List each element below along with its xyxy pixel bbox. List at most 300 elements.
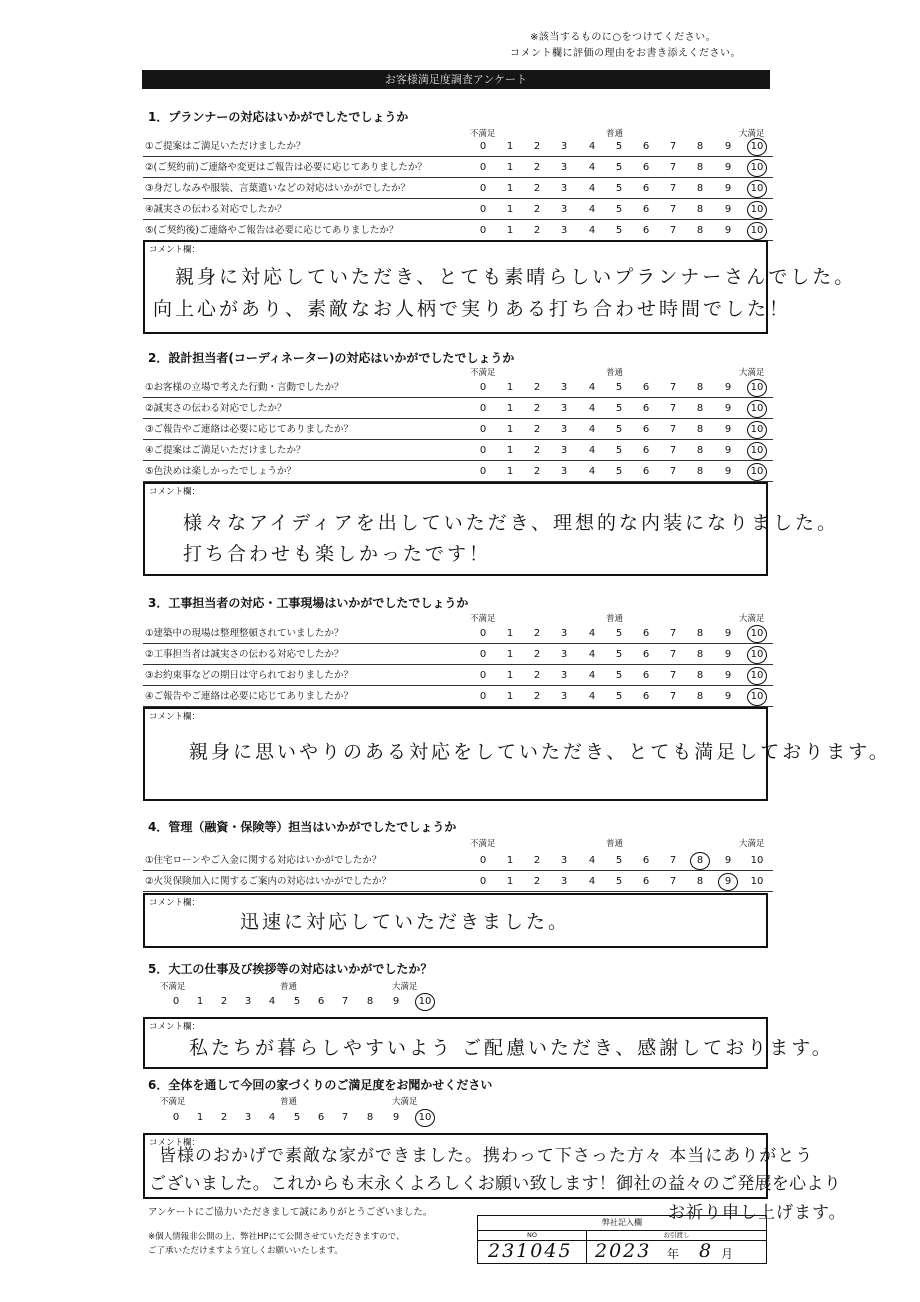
section-4-title: 4．管理（融資・保険等）担当はいかがでしたでしょうか <box>148 820 457 834</box>
row-divider <box>143 460 773 461</box>
rating-option-10[interactable]: 10 <box>750 876 764 887</box>
rating-option-8[interactable]: 8 <box>696 424 704 435</box>
question-row <box>143 137 773 157</box>
row-divider <box>143 439 773 440</box>
rating-option-2[interactable]: 2 <box>533 670 541 681</box>
question-row <box>143 200 773 220</box>
rating-option-9[interactable]: 9 <box>724 466 732 477</box>
rating-option-7[interactable]: 7 <box>669 445 677 456</box>
rating-option-7[interactable]: 7 <box>669 162 677 173</box>
rating-option-3[interactable]: 3 <box>560 382 568 393</box>
section-2-comment-line-1: 様々なアイディアを出していただき、理想的な内装になりました。 <box>183 512 840 534</box>
question-row <box>143 645 773 665</box>
rating-option-9[interactable]: 9 <box>724 424 732 435</box>
instruction-note-1: ※該当するものに○をつけてください。 <box>530 32 717 43</box>
question-row <box>143 420 773 440</box>
rating-option-2[interactable]: 2 <box>533 403 541 414</box>
rating-option-7[interactable]: 7 <box>669 382 677 393</box>
rating-option-6[interactable]: 6 <box>642 141 650 152</box>
rating-option-4[interactable]: 4 <box>588 691 596 702</box>
rating-option-3[interactable]: 3 <box>560 204 568 215</box>
scale-mid-label: 普通 <box>280 1097 298 1107</box>
selected-rating-circle <box>747 463 767 481</box>
rating-option-3[interactable]: 3 <box>560 403 568 414</box>
question-row <box>143 687 773 707</box>
rating-option-7[interactable]: 7 <box>669 876 677 887</box>
rating-option-8[interactable]: 8 <box>366 996 374 1007</box>
rating-option-5[interactable]: 5 <box>615 691 623 702</box>
question-row <box>143 462 773 482</box>
scale-high-label: 大満足 <box>739 839 765 849</box>
rating-option-2[interactable]: 2 <box>533 466 541 477</box>
rating-option-0[interactable]: 0 <box>172 1112 180 1123</box>
section-6-comment-box <box>143 1133 841 1199</box>
rating-option-4[interactable]: 4 <box>588 628 596 639</box>
rating-option-4[interactable]: 4 <box>588 183 596 194</box>
comment-label: コメント欄： <box>149 712 201 722</box>
rating-option-8[interactable]: 8 <box>696 466 704 477</box>
rating-option-5[interactable]: 5 <box>615 628 623 639</box>
rating-option-7[interactable]: 7 <box>341 1112 349 1123</box>
row-divider <box>143 198 773 199</box>
rating-option-10[interactable]: 10 <box>750 691 764 702</box>
rating-option-6[interactable]: 6 <box>642 424 650 435</box>
rating-option-5[interactable]: 5 <box>615 445 623 456</box>
rating-option-0[interactable]: 0 <box>479 141 487 152</box>
scale-mid-label: 普通 <box>606 614 624 624</box>
rating-option-3[interactable]: 3 <box>560 855 568 866</box>
question-row <box>143 158 773 178</box>
scale-mid-label: 普通 <box>606 368 624 378</box>
rating-option-5[interactable]: 5 <box>615 403 623 414</box>
scale-mid-label: 普通 <box>606 129 624 139</box>
section-3-title: 3．工事担当者の対応・工事現場はいかがでしたでしょうか <box>148 596 469 610</box>
selected-rating-circle <box>747 379 767 397</box>
section-2-title: 2．設計担当者(コーディネーター)の対応はいかがでしたでしょうか <box>148 351 515 365</box>
rating-option-5[interactable]: 5 <box>615 855 623 866</box>
selected-rating-circle <box>747 159 767 177</box>
question-label: ①ご提案はご満足いただけましたか？ <box>145 141 306 152</box>
rating-option-9[interactable]: 9 <box>724 162 732 173</box>
scale-high-label: 大満足 <box>392 982 418 992</box>
rating-option-6[interactable]: 6 <box>642 855 650 866</box>
section-6-comment-line-2: ございました。これからも末永くよろしくお願い致します！御社の益々のご発展を心より <box>149 1174 841 1194</box>
rating-option-8[interactable]: 8 <box>696 225 704 236</box>
section-3-comment-box <box>143 707 891 801</box>
rating-option-4[interactable]: 4 <box>588 876 596 887</box>
rating-option-3[interactable]: 3 <box>560 141 568 152</box>
rating-option-6[interactable]: 6 <box>642 162 650 173</box>
rating-option-7[interactable]: 7 <box>669 403 677 414</box>
rating-option-1[interactable]: 1 <box>506 403 514 414</box>
question-label: ④誠実さの伝わる対応でしたか？ <box>145 204 287 215</box>
rating-option-6[interactable]: 6 <box>642 382 650 393</box>
rating-option-5[interactable]: 5 <box>615 466 623 477</box>
rating-option-5[interactable]: 5 <box>293 996 301 1007</box>
rating-option-6[interactable]: 6 <box>642 183 650 194</box>
rating-option-6[interactable]: 6 <box>642 445 650 456</box>
rating-option-9[interactable]: 9 <box>724 691 732 702</box>
rating-option-5[interactable]: 5 <box>615 162 623 173</box>
rating-option-10[interactable]: 10 <box>750 141 764 152</box>
rating-option-1[interactable]: 1 <box>506 691 514 702</box>
rating-option-2[interactable]: 2 <box>220 996 228 1007</box>
rating-option-10[interactable]: 10 <box>750 670 764 681</box>
question-row <box>143 851 773 871</box>
rating-option-2[interactable]: 2 <box>533 225 541 236</box>
rating-option-2[interactable]: 2 <box>533 424 541 435</box>
rating-option-5[interactable]: 5 <box>615 876 623 887</box>
rating-option-6[interactable]: 6 <box>642 628 650 639</box>
rating-option-0[interactable]: 0 <box>479 225 487 236</box>
rating-option-4[interactable]: 4 <box>588 403 596 414</box>
question-label: ①お客様の立場で考えた行動・言動でしたか？ <box>145 382 344 393</box>
section-6-title: 6．全体を通して今回の家づくりのご満足度をお聞かせください <box>148 1078 493 1092</box>
rating-option-10[interactable]: 10 <box>750 855 764 866</box>
delivery-year-value: 2023 <box>595 1240 652 1262</box>
question-label: ②工事担当者は誠実さの伝わる対応でしたか？ <box>145 649 344 660</box>
selected-rating-circle <box>747 421 767 439</box>
rating-option-8[interactable]: 8 <box>696 162 704 173</box>
selected-rating-circle <box>747 180 767 198</box>
rating-option-10[interactable]: 10 <box>750 162 764 173</box>
rating-option-6[interactable]: 6 <box>317 1112 325 1123</box>
selected-rating-circle <box>690 852 710 870</box>
rating-option-7[interactable]: 7 <box>669 855 677 866</box>
rating-option-5[interactable]: 5 <box>615 204 623 215</box>
rating-option-0[interactable]: 0 <box>479 691 487 702</box>
rating-option-9[interactable]: 9 <box>724 403 732 414</box>
rating-option-10[interactable]: 10 <box>750 204 764 215</box>
rating-option-4[interactable]: 4 <box>588 445 596 456</box>
comment-label: コメント欄： <box>149 245 201 255</box>
rating-option-1[interactable]: 1 <box>506 225 514 236</box>
rating-option-0[interactable]: 0 <box>172 996 180 1007</box>
rating-option-9[interactable]: 9 <box>724 855 732 866</box>
rating-option-4[interactable]: 4 <box>588 141 596 152</box>
section-2-comment-line-2: 打ち合わせも楽しかったです！ <box>183 543 492 565</box>
rating-option-7[interactable]: 7 <box>669 225 677 236</box>
scale-low-label: 不満足 <box>160 982 186 992</box>
rating-option-2[interactable]: 2 <box>533 445 541 456</box>
instruction-note-2: コメント欄に評価の理由をお書き添えください。 <box>510 48 741 59</box>
question-label: ⑤色決めは楽しかったでしょうか？ <box>145 466 297 477</box>
rating-option-9[interactable]: 9 <box>724 225 732 236</box>
rating-option-4[interactable]: 4 <box>588 670 596 681</box>
rating-option-5[interactable]: 5 <box>615 382 623 393</box>
scale-low-label: 不満足 <box>470 839 496 849</box>
rating-option-4[interactable]: 4 <box>588 424 596 435</box>
rating-option-2[interactable]: 2 <box>533 204 541 215</box>
footer-privacy-2: ご了承いただけますよう宜しくお願いいたします。 <box>148 1246 343 1256</box>
rating-option-1[interactable]: 1 <box>506 876 514 887</box>
selected-rating-circle <box>747 442 767 460</box>
row-divider <box>143 397 773 398</box>
rating-option-7[interactable]: 7 <box>669 670 677 681</box>
rating-option-10[interactable]: 10 <box>750 466 764 477</box>
question-label: ③お約束事などの期日は守られておりましたか？ <box>145 670 354 681</box>
rating-option-3[interactable]: 3 <box>560 649 568 660</box>
rating-option-10[interactable]: 10 <box>750 628 764 639</box>
question-label: ③身だしなみや服装、言葉遣いなどの対応はいかがでしたか？ <box>145 183 411 194</box>
rating-option-1[interactable]: 1 <box>506 466 514 477</box>
question-label: ②誠実さの伝わる対応でしたか？ <box>145 403 287 414</box>
rating-option-8[interactable]: 8 <box>696 183 704 194</box>
rating-option-3[interactable]: 3 <box>560 466 568 477</box>
rating-option-4[interactable]: 4 <box>588 162 596 173</box>
rating-option-6[interactable]: 6 <box>642 876 650 887</box>
rating-option-0[interactable]: 0 <box>479 876 487 887</box>
rating-option-1[interactable]: 1 <box>506 141 514 152</box>
rating-option-2[interactable]: 2 <box>533 691 541 702</box>
question-row <box>143 624 773 644</box>
scale-low-label: 不満足 <box>470 368 496 378</box>
rating-option-0[interactable]: 0 <box>479 382 487 393</box>
rating-option-1[interactable]: 1 <box>506 382 514 393</box>
rating-option-2[interactable]: 2 <box>533 382 541 393</box>
rating-option-10[interactable]: 10 <box>750 183 764 194</box>
rating-option-0[interactable]: 0 <box>479 162 487 173</box>
selected-rating-circle <box>415 993 435 1011</box>
rating-option-9[interactable]: 9 <box>724 204 732 215</box>
question-label: ①住宅ローンやご入金に関する対応はいかがでしたか？ <box>145 855 382 866</box>
row-divider <box>143 870 773 871</box>
rating-option-0[interactable]: 0 <box>479 424 487 435</box>
rating-option-10[interactable]: 10 <box>750 382 764 393</box>
question-label: ④ご報告やご連絡は必要に応じてありましたか？ <box>145 691 354 702</box>
section-1-title: 1．プランナーの対応はいかがでしたでしょうか <box>148 110 409 124</box>
rating-option-9[interactable]: 9 <box>724 183 732 194</box>
footer-privacy-1: ※個人情報非公開の上、弊社HPにて公開させていただきますので、 <box>148 1232 405 1242</box>
rating-option-7[interactable]: 7 <box>341 996 349 1007</box>
rating-option-8[interactable]: 8 <box>696 876 704 887</box>
question-label: ②(ご契約前)ご連絡や変更はご報告は必要に応じてありましたか？ <box>145 162 427 173</box>
rating-option-1[interactable]: 1 <box>506 670 514 681</box>
rating-option-5[interactable]: 5 <box>615 649 623 660</box>
rating-option-9[interactable]: 9 <box>724 141 732 152</box>
rating-option-1[interactable]: 1 <box>506 183 514 194</box>
rating-option-4[interactable]: 4 <box>588 225 596 236</box>
rating-option-4[interactable]: 4 <box>268 996 276 1007</box>
selected-rating-circle <box>415 1109 435 1127</box>
rating-option-6[interactable]: 6 <box>642 691 650 702</box>
scale-mid-label: 普通 <box>280 982 298 992</box>
scale-mid-label: 普通 <box>606 839 624 849</box>
rating-option-9[interactable]: 9 <box>724 628 732 639</box>
survey-banner-title: お客様満足度調査アンケート <box>142 70 770 89</box>
rating-option-7[interactable]: 7 <box>669 204 677 215</box>
rating-option-2[interactable]: 2 <box>533 649 541 660</box>
selected-rating-circle <box>747 400 767 418</box>
rating-option-1[interactable]: 1 <box>506 204 514 215</box>
rating-option-8[interactable]: 8 <box>696 403 704 414</box>
section-1-comment-box <box>143 240 857 334</box>
rating-option-6[interactable]: 6 <box>317 996 325 1007</box>
rating-option-4[interactable]: 4 <box>588 382 596 393</box>
rating-option-1[interactable]: 1 <box>506 424 514 435</box>
rating-option-6[interactable]: 6 <box>642 649 650 660</box>
rating-option-2[interactable]: 2 <box>533 628 541 639</box>
rating-option-10[interactable]: 10 <box>750 649 764 660</box>
no-label: NO <box>478 1231 586 1241</box>
scale-low-label: 不満足 <box>470 129 496 139</box>
rating-option-3[interactable]: 3 <box>560 445 568 456</box>
rating-option-9[interactable]: 9 <box>392 1112 400 1123</box>
rating-option-3[interactable]: 3 <box>560 628 568 639</box>
rating-option-8[interactable]: 8 <box>696 445 704 456</box>
rating-option-2[interactable]: 2 <box>533 876 541 887</box>
scale-low-label: 不満足 <box>160 1097 186 1107</box>
rating-option-7[interactable]: 7 <box>669 691 677 702</box>
scale-high-label: 大満足 <box>739 368 765 378</box>
rating-option-8[interactable]: 8 <box>696 649 704 660</box>
rating-option-8[interactable]: 8 <box>696 382 704 393</box>
rating-option-0[interactable]: 0 <box>479 670 487 681</box>
rating-option-8[interactable]: 8 <box>696 204 704 215</box>
staff-entry-label: 弊社記入欄 <box>602 1218 642 1227</box>
rating-option-5[interactable]: 5 <box>615 183 623 194</box>
section-6-comment-line-3: お祈り申し上げます。 <box>668 1203 847 1223</box>
rating-option-6[interactable]: 6 <box>642 204 650 215</box>
rating-option-7[interactable]: 7 <box>669 466 677 477</box>
rating-option-7[interactable]: 7 <box>669 628 677 639</box>
rating-option-3[interactable]: 3 <box>560 183 568 194</box>
selected-rating-circle <box>747 667 767 685</box>
month-char: 月 <box>721 1247 734 1261</box>
rating-option-2[interactable]: 2 <box>533 141 541 152</box>
rating-option-8[interactable]: 8 <box>696 628 704 639</box>
question-label: ⑤(ご契約後)ご連絡やご報告は必要に応じてありましたか？ <box>145 225 399 236</box>
rating-option-9[interactable]: 9 <box>392 996 400 1007</box>
rating-option-8[interactable]: 8 <box>366 1112 374 1123</box>
delivery-month-value: 8 <box>699 1240 715 1262</box>
rating-option-3[interactable]: 3 <box>244 1112 252 1123</box>
rating-option-7[interactable]: 7 <box>669 141 677 152</box>
rating-option-2[interactable]: 2 <box>533 855 541 866</box>
rating-option-8[interactable]: 8 <box>696 691 704 702</box>
rating-option-5[interactable]: 5 <box>293 1112 301 1123</box>
selected-rating-circle <box>747 625 767 643</box>
rating-option-10[interactable]: 10 <box>750 225 764 236</box>
rating-option-3[interactable]: 3 <box>560 162 568 173</box>
section-4-comment-line-1: 迅速に対応していただきました。 <box>240 911 571 933</box>
rating-option-0[interactable]: 0 <box>479 466 487 477</box>
row-divider <box>143 156 773 157</box>
rating-option-1[interactable]: 1 <box>506 162 514 173</box>
rating-option-9[interactable]: 9 <box>724 876 732 887</box>
rating-option-6[interactable]: 6 <box>642 403 650 414</box>
section-1-comment-line-1: 親身に対応していただき、とても素晴らしいプランナーさんでした。 <box>175 266 857 288</box>
rating-option-10[interactable]: 10 <box>418 996 432 1007</box>
section-5-title: 5．大工の仕事及び挨拶等の対応はいかがでしたか？ <box>148 962 433 976</box>
rating-option-6[interactable]: 6 <box>642 466 650 477</box>
rating-option-10[interactable]: 10 <box>750 403 764 414</box>
rating-option-4[interactable]: 4 <box>268 1112 276 1123</box>
rating-option-1[interactable]: 1 <box>506 628 514 639</box>
row-divider <box>143 418 773 419</box>
question-row <box>143 221 773 241</box>
rating-option-1[interactable]: 1 <box>506 649 514 660</box>
rating-option-0[interactable]: 0 <box>479 445 487 456</box>
rating-option-3[interactable]: 3 <box>560 876 568 887</box>
rating-option-3[interactable]: 3 <box>560 424 568 435</box>
rating-option-2[interactable]: 2 <box>220 1112 228 1123</box>
rating-option-2[interactable]: 2 <box>533 183 541 194</box>
no-cell <box>477 1230 587 1264</box>
row-divider <box>143 664 773 665</box>
scale-low-label: 不満足 <box>470 614 496 624</box>
rating-option-9[interactable]: 9 <box>724 382 732 393</box>
rating-option-0[interactable]: 0 <box>479 628 487 639</box>
rating-option-10[interactable]: 10 <box>418 1112 432 1123</box>
rating-option-4[interactable]: 4 <box>588 649 596 660</box>
rating-option-7[interactable]: 7 <box>669 649 677 660</box>
rating-option-3[interactable]: 3 <box>244 996 252 1007</box>
rating-option-5[interactable]: 5 <box>615 670 623 681</box>
selected-rating-circle <box>747 646 767 664</box>
rating-option-1[interactable]: 1 <box>506 445 514 456</box>
row-divider <box>143 219 773 220</box>
rating-option-0[interactable]: 0 <box>479 204 487 215</box>
rating-option-3[interactable]: 3 <box>560 691 568 702</box>
rating-option-7[interactable]: 7 <box>669 424 677 435</box>
rating-option-4[interactable]: 4 <box>588 466 596 477</box>
row-divider <box>143 643 773 644</box>
section-5-comment-box <box>143 1017 834 1069</box>
footer-thanks: アンケートにご協力いただきまして誠にありがとうございました。 <box>148 1207 433 1218</box>
rating-option-10[interactable]: 10 <box>750 445 764 456</box>
rating-option-1[interactable]: 1 <box>196 996 204 1007</box>
selected-rating-circle <box>718 873 738 891</box>
rating-option-8[interactable]: 8 <box>696 670 704 681</box>
question-row <box>143 378 773 398</box>
rating-option-0[interactable]: 0 <box>479 649 487 660</box>
row-divider <box>143 891 773 892</box>
delivery-label: お引渡し <box>587 1231 766 1241</box>
rating-option-5[interactable]: 5 <box>615 141 623 152</box>
rating-option-9[interactable]: 9 <box>724 445 732 456</box>
rating-option-4[interactable]: 4 <box>588 204 596 215</box>
rating-option-5[interactable]: 5 <box>615 424 623 435</box>
rating-option-0[interactable]: 0 <box>479 183 487 194</box>
rating-option-7[interactable]: 7 <box>669 183 677 194</box>
rating-option-9[interactable]: 9 <box>724 649 732 660</box>
rating-option-8[interactable]: 8 <box>696 141 704 152</box>
rating-option-9[interactable]: 9 <box>724 670 732 681</box>
section-3-comment-line-1: 親身に思いやりのある対応をしていただき、とても満足しております。 <box>189 741 891 763</box>
rating-option-0[interactable]: 0 <box>479 855 487 866</box>
rating-option-2[interactable]: 2 <box>533 162 541 173</box>
rating-option-1[interactable]: 1 <box>506 855 514 866</box>
rating-option-6[interactable]: 6 <box>642 225 650 236</box>
row-divider <box>143 685 773 686</box>
rating-option-3[interactable]: 3 <box>560 670 568 681</box>
staff-entry-header <box>477 1215 767 1231</box>
rating-option-0[interactable]: 0 <box>479 403 487 414</box>
rating-option-3[interactable]: 3 <box>560 225 568 236</box>
rating-option-10[interactable]: 10 <box>750 424 764 435</box>
rating-option-1[interactable]: 1 <box>196 1112 204 1123</box>
selected-rating-circle <box>747 201 767 219</box>
section-5-comment-line-1: 私たちが暮らしやすいよう ご配慮いただき、感謝しております。 <box>189 1037 834 1059</box>
rating-option-5[interactable]: 5 <box>615 225 623 236</box>
rating-option-4[interactable]: 4 <box>588 855 596 866</box>
rating-option-6[interactable]: 6 <box>642 670 650 681</box>
question-row <box>143 441 773 461</box>
comment-label: コメント欄： <box>149 487 201 497</box>
rating-option-8[interactable]: 8 <box>696 855 704 866</box>
comment-label: コメント欄： <box>149 898 201 908</box>
